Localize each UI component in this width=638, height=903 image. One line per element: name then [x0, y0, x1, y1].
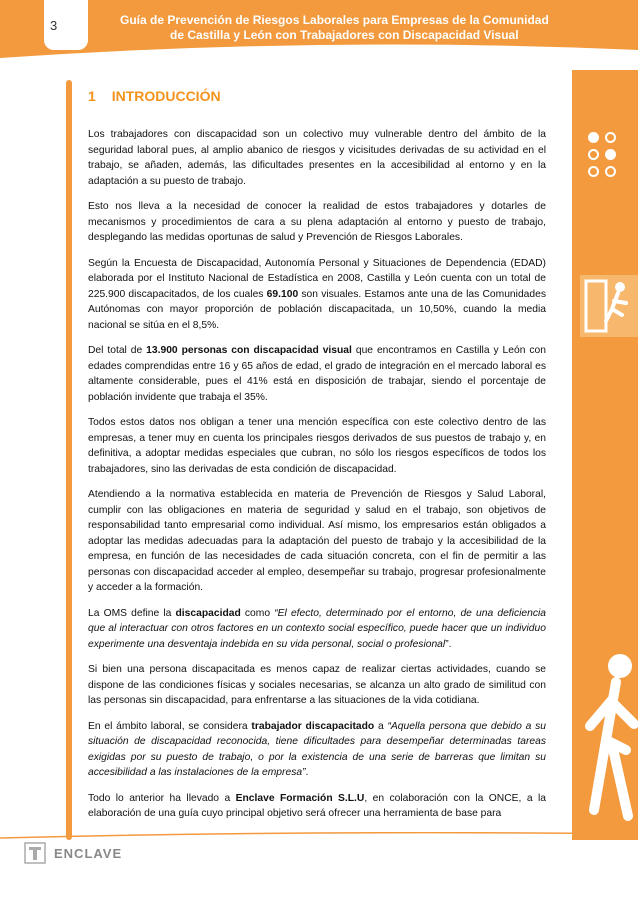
section-title: INTRODUCCIÓN	[111, 88, 221, 104]
footer-logo	[24, 842, 122, 864]
header-title-line1: Guía de Prevención de Riesgos Laborales para Empresas de la Comunidad	[120, 13, 549, 27]
paragraph-3: Según la Encuesta de Discapacidad, Autonomía Personal y Situaciones de Dependencia (EDAD) elaborada por el Instituto Nacional de Estadística en 2008, Castilla y León cuenta con un total de 225.900 discapacitados, de los cuales 69.100 son visuales. Estamos ante una de las Comunidades Autónomas con mayor proporción de población discapacitada, un 10,50%, cuando la media nacional se sitúa en el 8,5%.	[88, 257, 546, 331]
header-wave	[0, 40, 638, 70]
paragraph-1: Los trabajadores con discapacidad son un colectivo muy vulnerable dentro del ámbito de la seguridad laboral pues, al amplio abanico de riesgos y vicisitudes derivadas de su actividad en el trabajo, se añaden, además, las dificultades presentes en la accesibilidad al entorno y en la adaptación a su puesto de trabajo.	[88, 129, 546, 187]
paragraph-7: La OMS define la discapacidad como “El efecto, determinado por el entorno, de una deficiencia que al interactuar con otros factores en un contexto social específico, puede hacer que un individuo experimente una desventaja indebida en su vida personal, social o profesional”.	[88, 607, 546, 650]
walking-person-icon	[576, 640, 638, 840]
page-number: 3	[50, 18, 58, 33]
paragraph-4: Del total de 13.900 personas con discapacidad visual que encontramos en Castilla y León con edades comprendidas entre 16 y 65 años de edad, el grado de integración en el mercado laboral es altamente considerable, pues el 41% está en disposición de trabajar, siendo el porcentaje de población invidente que trabaja el 35%.	[88, 345, 546, 403]
header-title-line2: de Castilla y León con Trabajadores con Discapacidad Visual	[170, 28, 519, 42]
section-heading	[88, 88, 221, 104]
paragraph-6: Atendiendo a la normativa establecida en materia de Prevención de Riesgos y Salud Laboral, cumplir con las obligaciones en materia de seguridad y salud en el trabajo, son objetivos de responsabilidad tanto empresarial como individual. Así mismo, los empresarios están obligados a adoptar las medidas adecuadas para la adaptación del puesto de trabajo y la accesibilidad de la empresa, en función de las necesidades de cada situación concreta, con el fin de permitir a las personas con discapacidad acceder al empleo, desempeñar su trabajo, progresar profesionalmente y acceder a la formación.	[88, 489, 546, 593]
section-number: 1	[88, 88, 96, 104]
emergency-exit-icon	[572, 265, 638, 345]
paragraph-5: Todos estos datos nos obligan a tener una mención específica con este colectivo dentro de las empresas, a tener muy en cuenta los principales riesgos derivados de sus puestos de trabajo y, en definitiva, a adoptar medidas especiales que cubran, no sólo los riesgos específicos de todos los trabajadores, sino las derivadas de esta condición de discapacidad.	[88, 417, 546, 475]
paragraph-10: Todo lo anterior ha llevado a Enclave Formación S.L.U, en colaboración con la ONCE, a la elaboración de una guía cuyo principal objetivo será ofrecer una herramienta de base para	[88, 792, 546, 819]
paragraph-8: Si bien una persona discapacitada es menos capaz de realizar ciertas actividades, cuando se dispone de las condiciones físicas y sociales necesarias, se alcanza un alto grado de similitud con las personas sin discapacidad, para enfrentarse a las situaciones de la vida cotidiana.	[88, 664, 546, 706]
left-accent-bar	[66, 80, 72, 840]
paragraph-2: Esto nos lleva a la necesidad de conocer la realidad de estos trabajadores y dotarles de mecanismos y procedimientos de cara a su plena adaptación al entorno y puesto de trabajo, desplegando las medidas oportunas de salud y Prevención de Riesgos Laborales.	[88, 201, 546, 243]
enclave-logo-icon	[24, 842, 46, 864]
paragraph-9: En el ámbito laboral, se considera trabajador discapacitado a “Aquella persona que debido a su situación de discapacidad reconocida, tiene dificultades para desempeñar determinadas tareas exigidas por su puesto de trabajo, o por la existencia de una serie de barreras que limitan su accesibilidad a las instalaciones de la empresa”.	[88, 720, 546, 778]
body-text	[88, 127, 546, 832]
footer-logo-text: ENCLAVE	[54, 845, 123, 861]
